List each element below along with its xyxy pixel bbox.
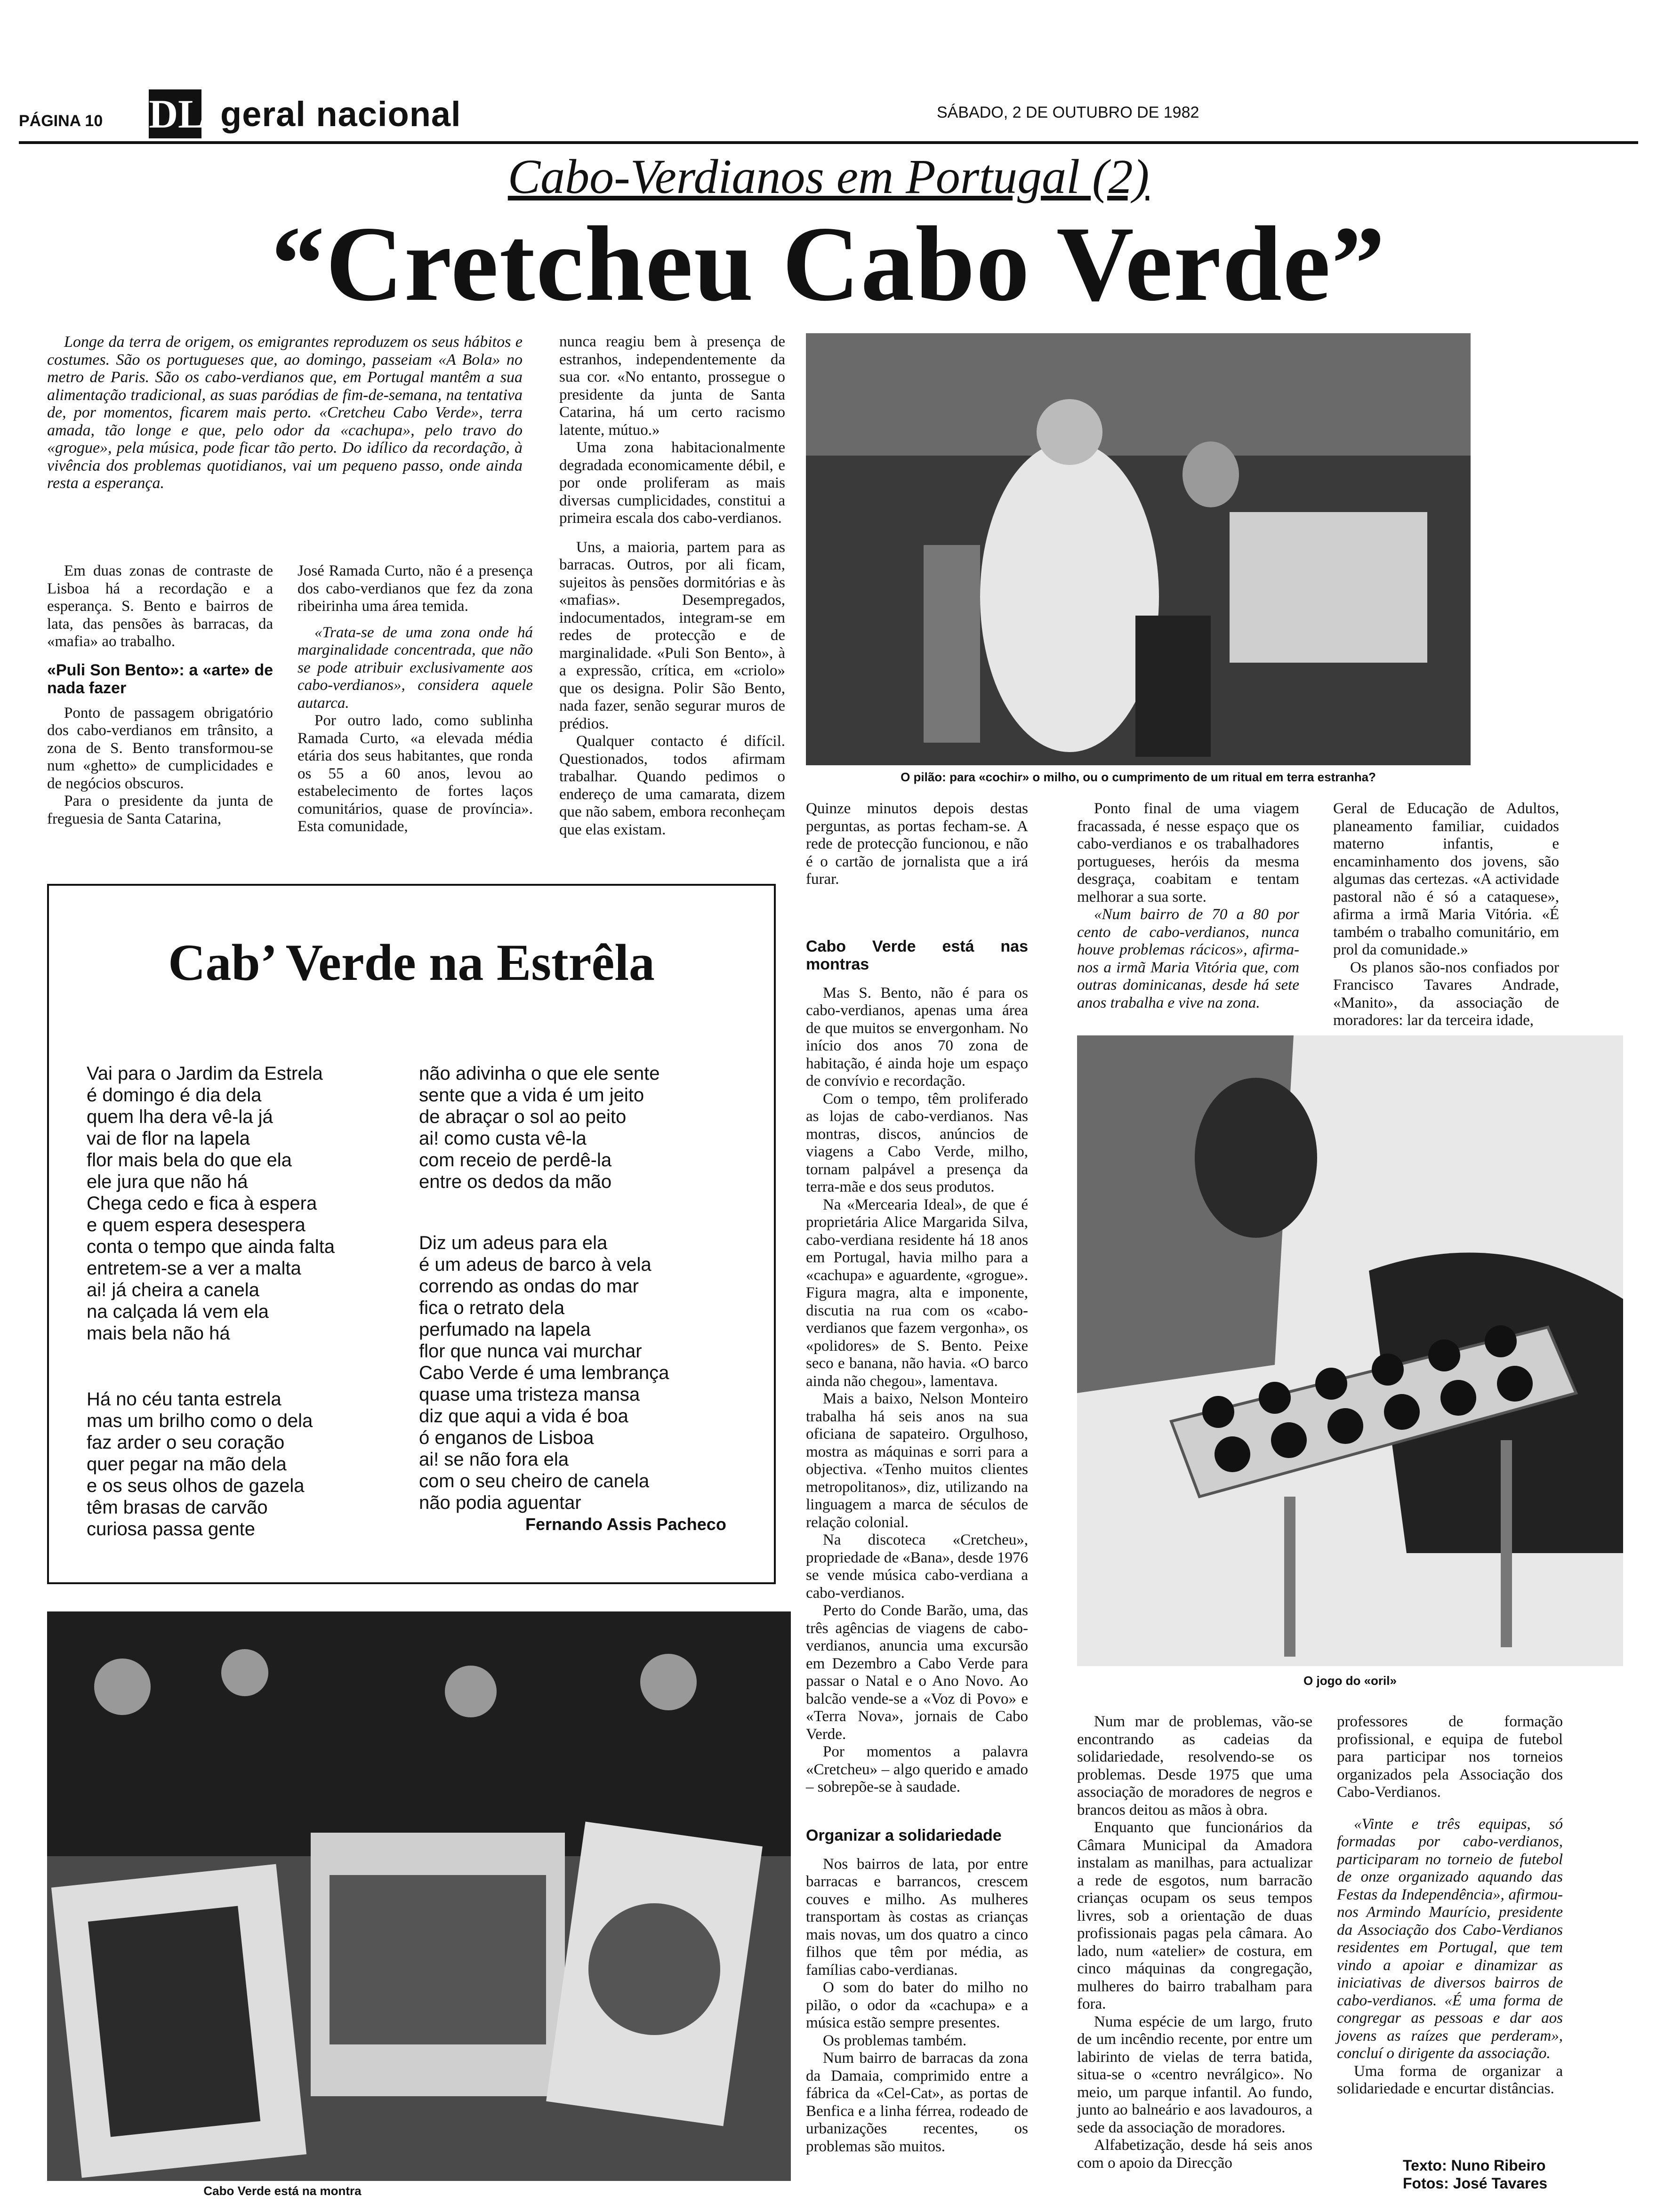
article-title: “Cretcheu Cabo Verde” [271,205,1386,323]
paragraph: Para o presidente da junta de freguesia de Santa Catarina, [47,793,273,827]
paragraph: Ponto de passagem obrigatório dos cabo-verdianos em trânsito, a zona de S. Bento transformou-se num «ghetto» de cumplicidades e de negócios obscuros. [47,704,273,792]
paragraph: Com o tempo, têm proliferado as lojas de cabo-verdianos. Nas montras, discos, anúncios de viagens a Cabo Verde, milho, tornam palpável a presença da terra-mãe e dos seus produtos. [806,1090,1028,1195]
paragraph: José Ramada Curto, não é a presença dos cabo-verdianos que fez da zona ribeirinha uma área temida. [298,562,533,615]
issue-date: SÁBADO, 2 DE OUTUBRO DE 1982 [937,104,1199,121]
paragraph: Numa espécie de um largo, fruto de um incêndio recente, por entre um labirinto de vielas de terra batida, situa-se o «centro nevrálgico». No meio, um parque infantil. Ao fundo, junto ao balneário e aos lavadouros, a sede da associação de moradores. [1077,2013,1312,2136]
paragraph: Ponto final de uma viagem fracassada, é nesse espaço que os cabo-verdianos e os trabalhadores portugueses, heróis da mesma desgraça, coabitam e tentam melhorar a sua sorte. [1077,800,1299,906]
poem-box [47,884,776,1584]
photo-caption: O jogo do «oril» [1303,1674,1397,1688]
photo-oril-image [1077,1035,1623,1666]
photo-caption: Cabo Verde está na montra [203,2184,362,2198]
column-8 [1337,1713,1563,2098]
photo-montra-image [47,1611,791,2181]
paragraph: O som do bater do milho no pilão, o odor da «cachupa» e a música estão sempre presentes. [806,1979,1028,2031]
photo-pilao [806,333,1471,765]
paragraph: Num mar de problemas, vão-se encontrando as cadeias da solidariedade, resolvendo-se os problemas. Desde 1975 que uma associação de moradores de negros e brancos deitou as mãos à obra. [1077,1713,1312,1819]
paragraph: Uma zona habitacionalmente degradada economicamente débil, e por onde proliferam as mais diversas cumplicidades, constitui a primeira escala dos cabo-verdianos. [559,439,785,527]
paragraph: Mais a baixo, Nelson Monteiro trabalha há seis anos na sua oficiana de sapateiro. Orgulhoso, mostra as máquinas e sorri para a objectiva. «Tenho muitos clientes metropolitanos», diz, utilizando na linguagem a marca de séculos de relação colonial. [806,1390,1028,1531]
paragraph: Enquanto que funcionários da Câmara Municipal da Amadora instalam as manilhas, para actualizar a rede de esgotos, num barracão crianças ocupam os seus tempos livres, sob a orientação de duas profissionais pagas pela câmara. Ao lado, num «atelier» de costura, em cinco máquinas da congregação, mulheres do bairro trabalham para fora. [1077,1819,1312,2012]
paragraph: Uma forma de organizar a solidariedade e encurtar distâncias. [1337,2062,1563,2097]
poem-title: Cab’ Verde na Estrêla [168,934,655,991]
quote: «Trata-se de uma zona onde há marginalidade concentrada, que não se pode atribuir exclusivamente aos cabo-verdianos», considera aquele autarca. [298,624,533,712]
quote: «Vinte e três equipas, só formadas por cabo-verdianos, participaram no torneio de futebol de onze organizado aquando das Festas da Independência», afirmou-nos Armindo Maurício, presidente da Associação dos Cabo-Verdianos residentes em Portugal, que tem vindo a apoiar e dinamizar as iniciativas de diversos bairros de cabo-verdianos. «É uma forma de congregar as pessoas e dar aos jovens as raízes que perderam», concluí o dirigente da associação. [1337,1815,1563,2062]
header-rule [19,141,1638,144]
paragraph: nunca reagiu bem à presença de estranhos, independentemente da sua cor. «No entanto, prossegue o presidente da junta de Santa Catarina, há um certo racismo latente, mútuo.» [559,333,785,439]
byline-text: Texto: Nuno Ribeiro [1403,2157,1546,2174]
column-2 [298,562,533,836]
poem-stanza: não adivinha o que ele sente sente que a vida é um jeito de abraçar o sol ao peito ai! como custa vê-la com receio de perdê-la entre os dedos da mão [419,1063,660,1192]
paragraph: Alfabetização, desde há seis anos com o apoio da Direcção [1077,2137,1312,2172]
paragraph: Quinze minutos depois destas perguntas, as portas fecham-se. A rede de protecção funcionou, e não é o cartão de jornalista que a irá furar. [806,800,1028,888]
quote: «Num bairro de 70 a 80 por cento de cabo-verdianos, nunca houve problemas rácicos», afirma-nos a irmã Maria Vitória que, com outras dominicanas, desde há sete anos trabalha e vive na zona. [1077,906,1299,1011]
paragraph: Os problemas também. [823,2032,967,2049]
paragraph: Num bairro de barracas da zona da Damaia, comprimido entre a fábrica da «Cel-Cat», as portas de Benfica e a linha férrea, rodeado de urbanizações recentes, os problemas são muitos. [806,2050,1028,2155]
photo-oril [1077,1035,1623,1666]
subheading: Organizar a solidariedade [806,1826,1002,1844]
section-name: geral nacional [220,95,461,134]
paragraph: Os planos são-nos confiados por Francisco Tavares Andrade, «Manito», da associação de moradores: lar da terceira idade, [1333,959,1559,1029]
paragraph: Por momentos a palavra «Cretcheu» – algo querido e amado – sobrepõe-se à saudade. [806,1743,1028,1795]
subheading: «Puli Son Bento»: a «arte» de nada fazer [47,661,273,697]
paragraph: Qualquer contacto é difícil. Questionados, todos afirmam trabalhar. Quando pedimos o endereço de uma camarata, dizem que não sabem, embora reconheçam que elas existam. [559,733,785,838]
column-1 [47,562,273,828]
photo-caption: O pilão: para «cochir» o milho, ou o cumprimento de um ritual em terra estranha? [901,770,1376,784]
article-kicker: Cabo-Verdianos em Portugal (2) [507,150,1150,204]
paragraph: professores de formação profissional, e equipa de futebol para participar nos torneios organizados pela Associação dos Cabo-Verdianos. [1337,1713,1563,1801]
poem-stanza: Vai para o Jardim da Estrela é domingo é dia dela quem lha dera vê-la já vai de flor na lapela flor mais bela do que ela ele jura que não há Chega cedo e fica à espera e quem espera desespera conta o tempo que ainda falta entretem-se a ver a malta ai! já cheira a canela na calçada lá vem ela mais bela não há [87,1063,335,1344]
column-3 [559,333,785,839]
byline [1403,2156,1547,2192]
poem-stanza: Há no céu tanta estrela mas um brilho como o dela faz arder o seu coração quer pegar na mão dela e os seus olhos de gazela têm brasas de carvão curiosa passa gente [87,1389,313,1539]
poem-stanza: Diz um adeus para ela é um adeus de barco à vela correndo as ondas do mar fica o retrato dela perfumado na lapela flor que nunca vai murchar Cabo Verde é uma lembrança quase uma tristeza mansa diz que aqui a vida é boa ó enganos de Lisboa ai! se não fora ela com o seu cheiro de canela não podia aguentar [419,1233,669,1513]
paragraph: Em duas zonas de contraste de Lisboa há a recordação e a esperança. S. Bento e bairros de lata, das pensões às barracas, da «mafia» ao trabalho. [47,562,273,650]
article-lead: Longe da terra de origem, os emigrantes reproduzem os seus hábitos e costumes. São os portugueses que, ao domingo, passeiam «A Bola» no metro de Paris. São os cabo-verdianos que, em Portugal mantêm a sua alimentação tradicional, as suas paródias de fim-de-semana, na tentativa de, por momentos, ficarem mais perto. «Cretcheu Cabo Verde», terra amada, tão longe e que, pelo odor da «cachupa», pelo travo do «grogue», pela música, pode ficar tão perto. Do idílico da recordação, à vivência dos problemas quotidianos, vai um pequeno passo, onde ainda resta a esperança. [47,333,523,492]
column-4 [806,800,1028,2156]
poem-author: Fernando Assis Pacheco [525,1515,726,1534]
paragraph: Nos bairros de lata, por entre barracas e barrancos, crescem couves e milho. As mulheres transportam às costas as crianças mais novas, um dos quatro a cinco filhos que têm por média, as famílias cabo-verdianas. [806,1855,1028,1979]
paragraph: Perto do Conde Barão, uma, das três agências de viagens de cabo-verdianos, anuncia uma excursão em Dezembro a Cabo Verde para passar o Natal e o Ano Novo. Ao balcão vende-se a «Voz di Povo» e «Terra Nova», jornais de Cabo Verde. [806,1602,1028,1743]
paragraph: Por outro lado, como sublinha Ramada Curto, «a elevada média etária dos seus habitantes, que ronda os 55 a 60 anos, levou ao estabelecimento de fortes laços comunitários, quase de província». Esta comunidade, [298,712,533,835]
subheading: Cabo Verde está nas montras [806,937,1028,973]
paragraph: Na «Mercearia Ideal», de que é proprietária Alice Margarida Silva, cabo-verdiana residente há 18 anos em Portugal, havia milho para a «cachupa» e aguardente, «grogue». Figura magra, alta e imponente, discutia na rua com os «cabo-verdianos que fazem vergonha», os «polidores» de S. Bento. Peixe seco e banana, não havia. «O barco ainda não chegou», lamentava. [806,1196,1028,1390]
paragraph: Na discoteca «Cretcheu», propriedade de «Bana», desde 1976 se vende música cabo-verdiana a cabo-verdianos. [806,1531,1028,1602]
column-5 [1077,800,1299,1012]
column-6 [1333,800,1559,1030]
paragraph: Uns, a maioria, partem para as barracas. Outros, por ali ficam, sujeitos às pensões dormitórias e às «mafias». Desempregados, indocumentados, integram-se em redes de protecção e de marginalidade. «Puli Son Bento», à a expressão, crítica, em «criolo» que os designa. Polir São Bento, nada fazer, senão segurar muros de prédios. [559,538,785,732]
page-number: PÁGINA 10 [19,112,103,130]
column-7 [1077,1713,1312,2172]
byline-photo: Fotos: José Tavares [1403,2175,1548,2192]
photo-pilao-image [806,333,1471,765]
photo-montra [47,1611,791,2181]
paragraph: Mas S. Bento, não é para os cabo-verdianos, apenas uma área de que muitos se envergonham. No início dos anos 70 zona de habitação, é ainda hoje um espaço de convívio e recordação. [806,984,1028,1090]
newspaper-logo: DL [149,89,201,138]
paragraph: Geral de Educação de Adultos, planeamento familiar, cuidados materno infantis, e encaminhamento dos jovens, são algumas das certezas. «A actividade pastoral não é só a cataquese», afirma a irmã Maria Vitória. «É também o trabalho comunitário, em prol da comunidade.» [1333,800,1559,958]
